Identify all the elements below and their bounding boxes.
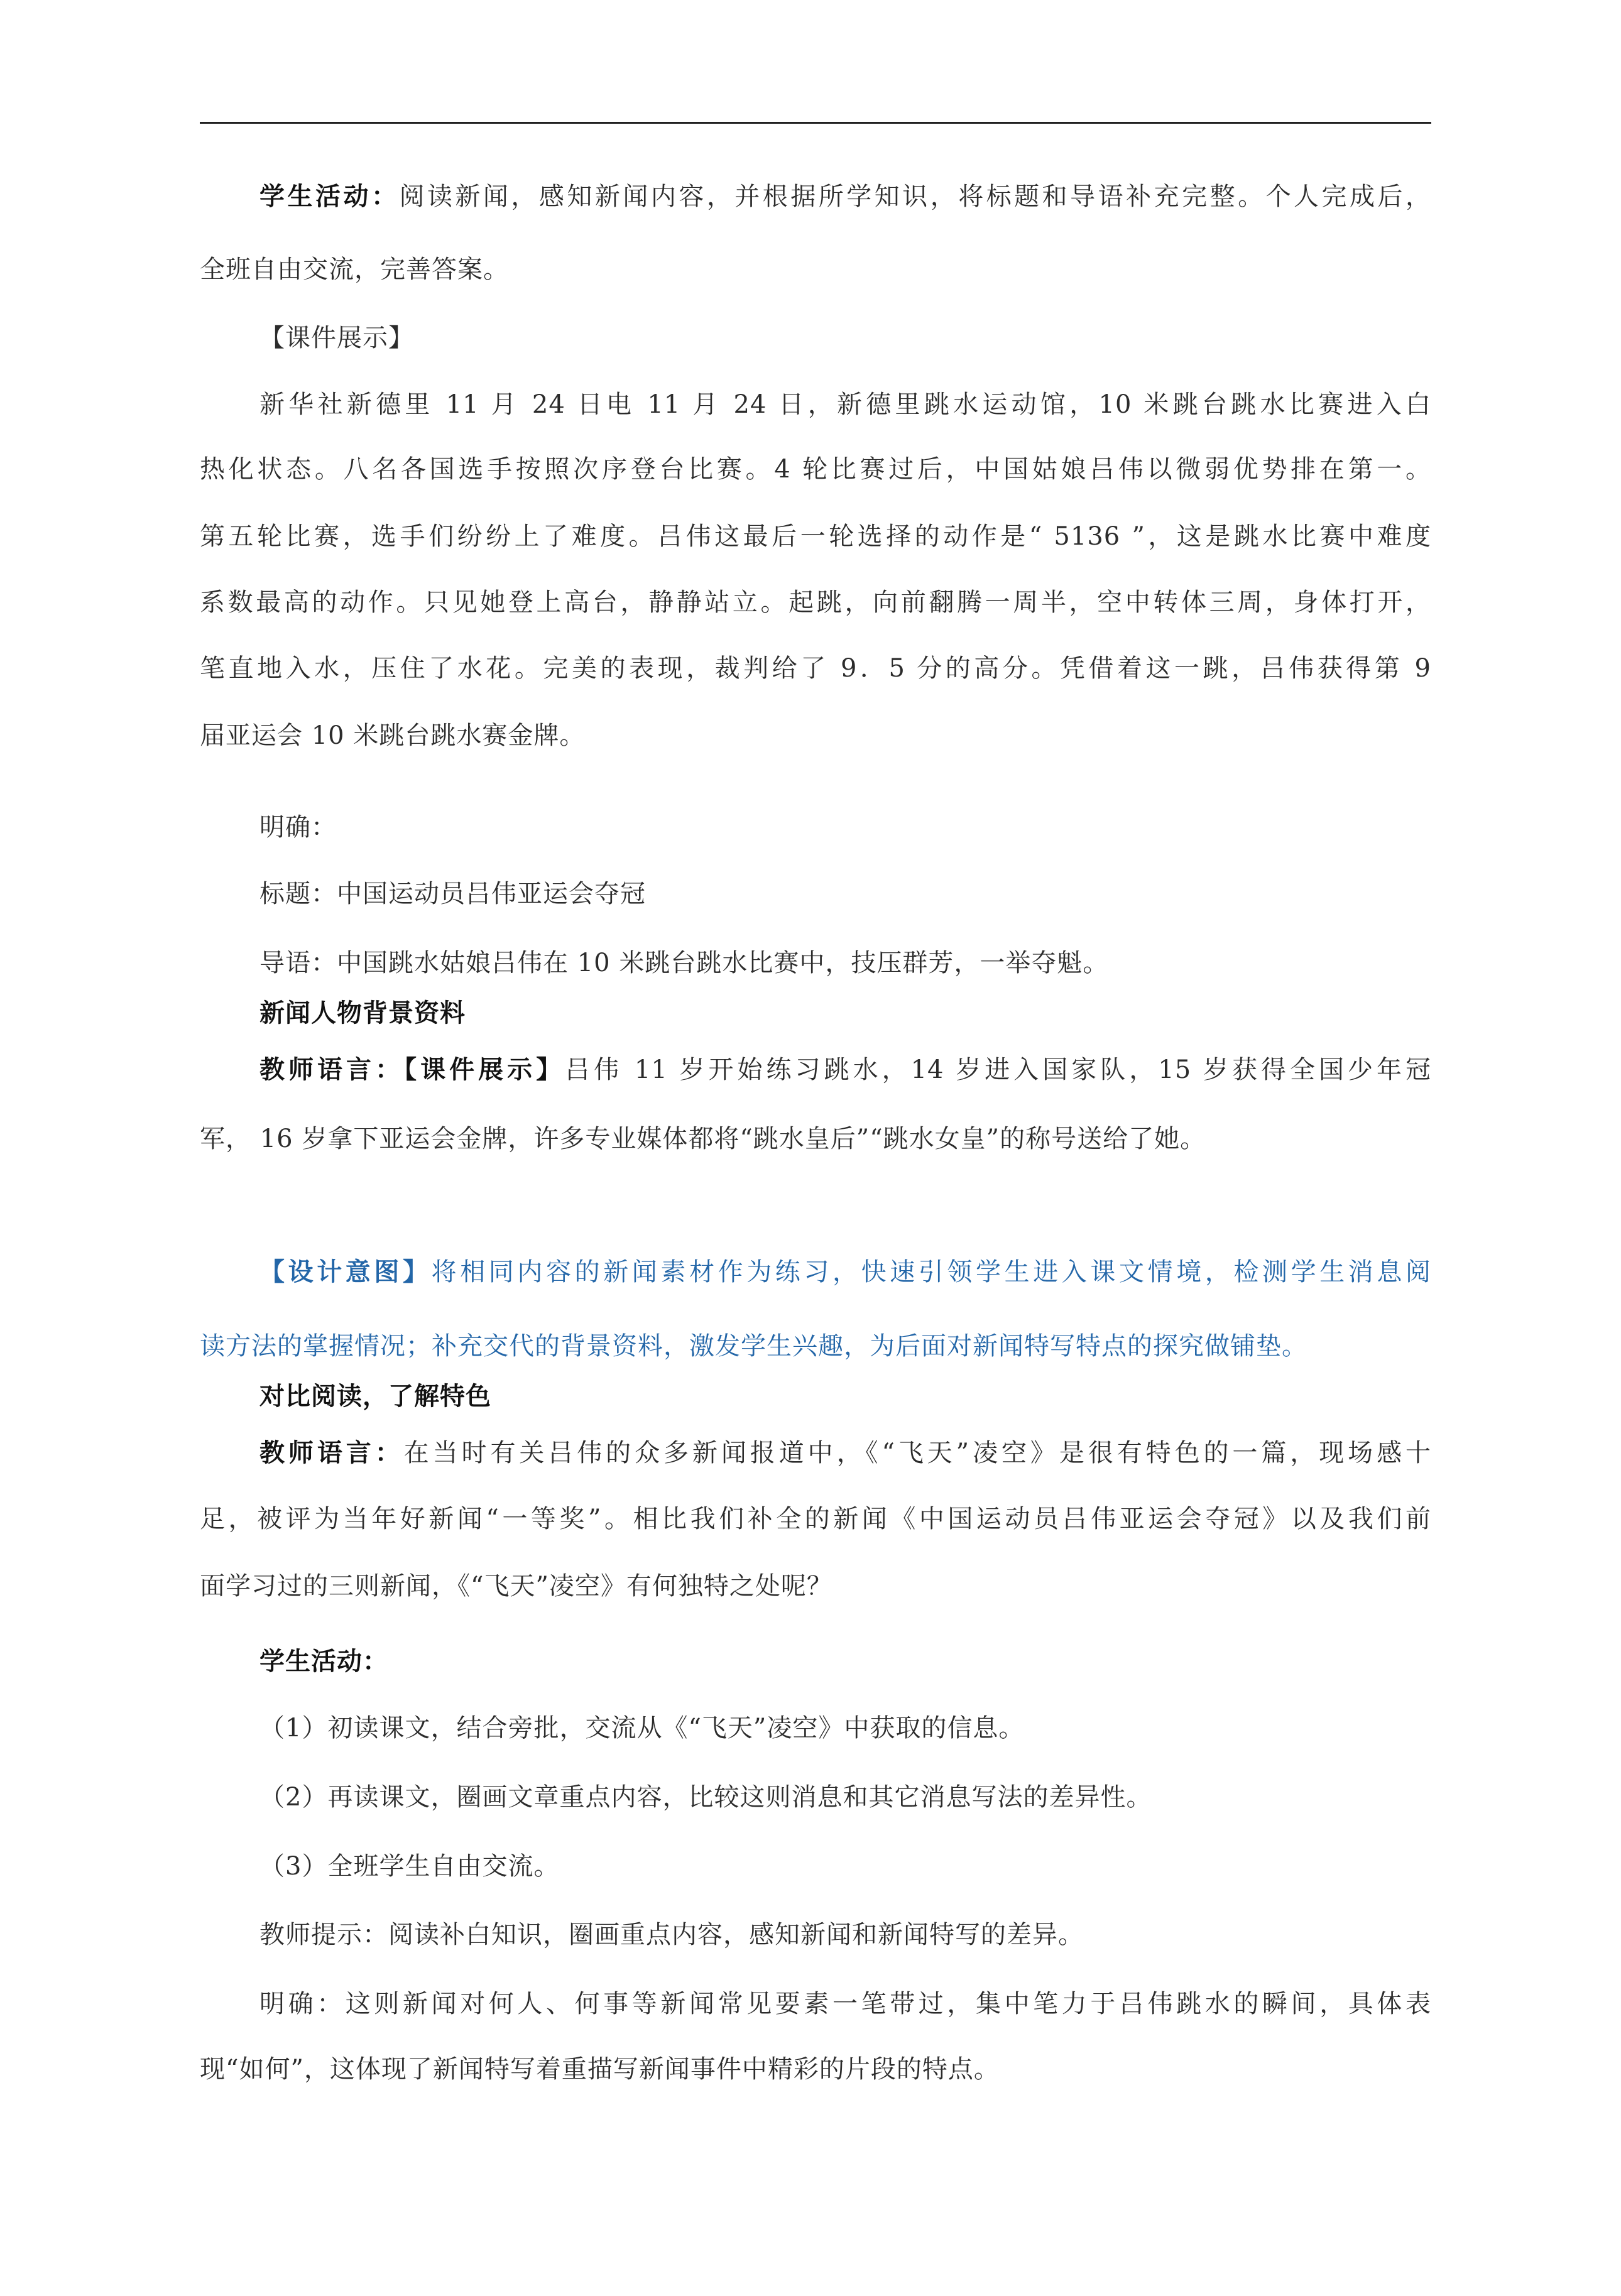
news-line-4: 系数最高的动作。只见她登上高台，静静站立。起跳，向前翻腾一周半，空中转体三周，身体打开， xyxy=(200,588,1431,617)
step-3: （3）全班学生自由交流。 xyxy=(259,1852,560,1881)
courseware-label: 【课件展示】 xyxy=(259,324,414,352)
teacher-tip: 教师提示：阅读补白知识，圈画重点内容，感知新闻和新闻特写的差异。 xyxy=(259,1920,1084,1949)
header-rule xyxy=(200,122,1431,124)
teacher-language-label: 教师语言： xyxy=(259,1055,405,1084)
step-2: （2）再读课文，圈画文章重点内容，比较这则消息和其它消息写法的差异性。 xyxy=(259,1783,1152,1812)
courseware-bracket: 【课件展示】 xyxy=(404,1055,565,1084)
teacher-language-line-2: 军， 16 岁拿下亚运会金牌，许多专业媒体都将“跳水皇后”“跳水女皇”的称号送给了她。 xyxy=(200,1124,1206,1153)
news-line-1: 新华社新德里 11 月 24 日电 11 月 24 日，新德里跳水运动馆，10 米跳台跳水比赛进入白 xyxy=(259,390,1431,419)
answer-title: 标题：中国运动员吕伟亚运会夺冠 xyxy=(259,879,646,908)
design-intent-label: 【设计意图】 xyxy=(259,1257,432,1287)
teacher-language-2-line-2: 足，被评为当年好新闻“一等奖”。相比我们补全的新闻《中国运动员吕伟亚运会夺冠》以及我们前 xyxy=(200,1504,1431,1533)
teacher-language-2-label: 教师语言： xyxy=(259,1438,404,1467)
news-line-6: 届亚运会 10 米跳台跳水赛金牌。 xyxy=(200,721,586,750)
section-heading: 对比阅读，了解特色 xyxy=(259,1381,491,1411)
student-activity-cont: 全班自由交流，完善答案。 xyxy=(200,255,509,284)
teacher-language-line-1 xyxy=(259,1052,1431,1087)
design-intent-text: 将相同内容的新闻素材作为练习，快速引领学生进入课文情境，检测学生消息阅 xyxy=(431,1258,1432,1287)
teacher-language-2-line-3: 面学习过的三则新闻，《“飞天”凌空》有何独特之处呢？ xyxy=(200,1572,832,1601)
design-intent-line-2: 读方法的掌握情况；补充交代的背景资料，激发学生兴趣，为后面对新闻特写特点的探究做铺垫。 xyxy=(200,1332,1307,1361)
student-activity-text: 阅读新闻，感知新闻内容，并根据所学知识，将标题和导语补充完整。个人完成后， xyxy=(399,182,1432,211)
clarify-2-line-2: 现“如何”，这体现了新闻特写着重描写新闻事件中精彩的片段的特点。 xyxy=(200,2055,1000,2084)
news-line-3: 第五轮比赛，选手们纷纷上了难度。吕伟这最后一轮选择的动作是“ 5136 ”，这是跳水比赛中难度 xyxy=(200,522,1431,551)
step-1: （1）初读课文，结合旁批，交流从《“飞天”凌空》中获取的信息。 xyxy=(259,1714,1025,1743)
clarify-label: 明确： xyxy=(259,813,337,842)
student-activity-line xyxy=(259,179,1431,214)
student-activity-2-label: 学生活动： xyxy=(259,1646,388,1676)
news-line-2: 热化状态。八名各国选手按照次序登台比赛。4 轮比赛过后，中国姑娘吕伟以微弱优势排在第一。 xyxy=(200,455,1431,484)
teacher-language-2-text: 在当时有关吕伟的众多新闻报道中，《“飞天”凌空》是很有特色的一篇，现场感十 xyxy=(403,1439,1432,1467)
design-intent-line-1 xyxy=(259,1254,1431,1290)
clarify-2-line-1: 明确：这则新闻对何人、何事等新闻常见要素一笔带过，集中笔力于吕伟跳水的瞬间，具体表 xyxy=(259,1989,1431,2018)
answer-lead: 导语：中国跳水姑娘吕伟在 10 米跳台跳水比赛中，技压群芳，一举夺魁。 xyxy=(259,949,1109,977)
student-activity-label: 学生活动： xyxy=(259,182,400,211)
background-heading: 新闻人物背景资料 xyxy=(259,998,466,1028)
teacher-language-2-line-1 xyxy=(259,1435,1431,1471)
news-line-5: 笔直地入水，压住了水花。完美的表现，裁判给了 9．5 分的高分。凭借着这一跳，吕伟获得第 9 xyxy=(200,654,1431,683)
teacher-language-text: 吕伟 11 岁开始练习跳水，14 岁进入国家队，15 岁获得全国少年冠 xyxy=(565,1055,1432,1084)
